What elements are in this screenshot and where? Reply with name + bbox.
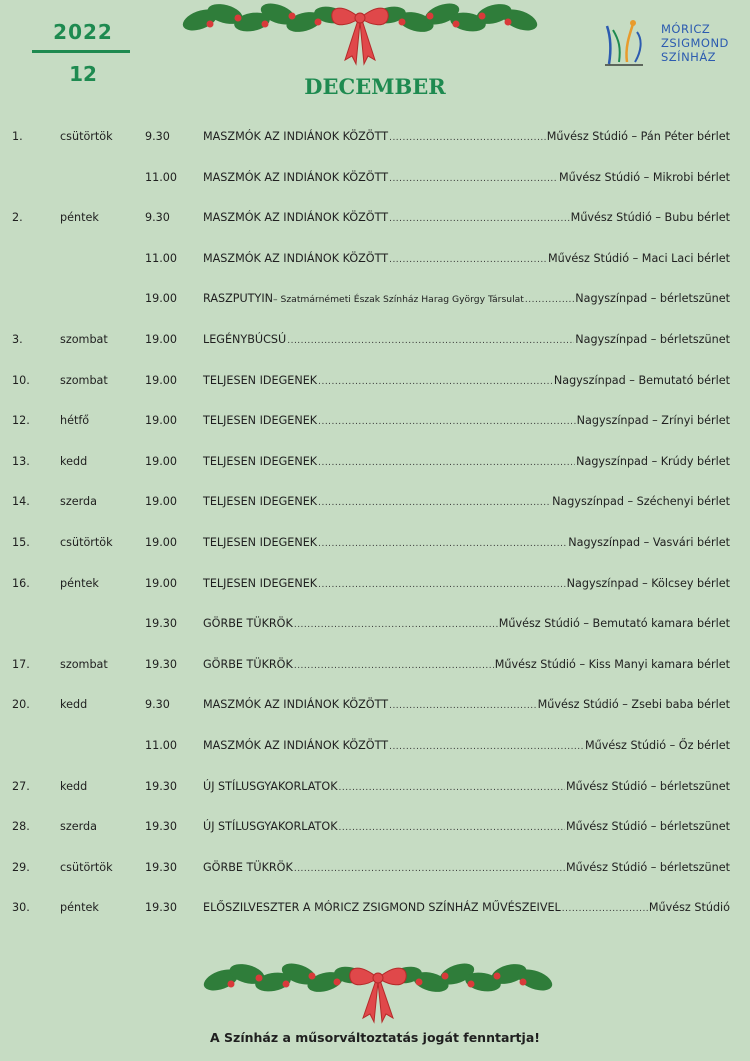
schedule-weekday: csütörtök [60,860,113,874]
theatre-logo [603,18,743,68]
schedule-time: 9.30 [145,130,170,143]
schedule-entry [203,776,730,799]
schedule-company: – Szatmárnémeti Észak Színház Harag György Társulat [273,294,524,306]
header-divider [32,50,130,53]
schedule-time: 19.00 [145,332,178,346]
dot-leader [389,736,584,758]
schedule-title: TELJESEN IDEGENEK [203,454,318,468]
schedule-venue: Művész Stúdió – Pán Péter bérlet [546,130,730,143]
dot-leader [287,330,574,352]
dot-leader [339,777,566,799]
schedule-time: 19.00 [145,292,178,306]
schedule-row [0,248,750,289]
schedule-weekday: csütörtök [60,535,113,549]
schedule-time: 9.30 [145,211,170,225]
schedule-entry [203,735,730,758]
schedule-day: 16. [12,576,30,590]
schedule-row [0,167,750,208]
schedule-venue: Művész Stúdió – Kiss Manyi kamara bérlet [494,657,730,671]
theatre-logo-icon [603,18,653,68]
schedule-row [0,532,750,573]
schedule-time: 19.30 [145,617,178,631]
schedule-time: 19.00 [145,454,178,468]
schedule-title: TELJESEN IDEGENEK [203,576,318,590]
schedule-row [0,694,750,735]
schedule-weekday: péntek [60,211,99,225]
schedule-row [0,613,750,654]
schedule-day: 15. [12,535,30,549]
schedule-row [0,491,750,532]
schedule-weekday: hétfő [60,414,90,428]
dot-leader [318,533,567,555]
schedule-venue: Művész Stúdió – Bemutató kamara bérlet [498,617,730,631]
schedule-entry [203,654,730,677]
schedule-row [0,288,750,329]
schedule-title: MASZMÓK AZ INDIÁNOK KÖZÖTT [203,211,389,225]
schedule-venue: Nagyszínpad – bérletszünet [575,332,730,346]
schedule-venue: Nagyszínpad – Kölcsey bérlet [566,576,730,590]
schedule-row [0,857,750,898]
dot-leader [525,289,574,311]
schedule-time: 19.30 [145,901,178,915]
schedule-day: 27. [12,779,30,793]
year-label: 2022 [53,20,113,44]
schedule-venue: Nagyszínpad – Széchenyi bérlet [552,495,730,509]
schedule-title: TELJESEN IDEGENEK [203,373,318,387]
schedule-row [0,370,750,411]
schedule-day: 29. [12,860,30,874]
schedule-entry [203,532,730,555]
dot-leader [318,492,551,514]
schedule-venue: Művész Stúdió – Bubu bérlet [570,211,730,225]
dot-leader [389,208,570,230]
schedule-title: ELŐSZILVESZTER A MÓRICZ ZSIGMOND SZÍNHÁZ MŰVÉSZEIVEL [203,901,561,915]
schedule-weekday: szerda [60,495,97,509]
schedule-title: LEGÉNYBÚCSÚ [203,332,287,346]
schedule-weekday: kedd [60,698,88,712]
schedule-title: RASZPUTYIN [203,292,274,306]
schedule-entry [203,329,730,352]
schedule-row [0,816,750,857]
schedule-venue: Nagyszínpad – Krúdy bérlet [576,454,730,468]
logo-line-3: SZÍNHÁZ [661,50,717,64]
schedule-title: ÚJ STÍLUSGYAKORLATOK [203,820,338,834]
schedule-venue: Művész Stúdió – Zsebi baba bérlet [537,698,730,712]
schedule-entry [203,451,730,474]
schedule-venue: Művész Stúdió – bérletszünet [566,779,730,793]
schedule-time: 11.00 [145,170,178,184]
schedule-day: 1. [12,130,23,143]
schedule-title: TELJESEN IDEGENEK [203,535,318,549]
schedule-title: MASZMÓK AZ INDIÁNOK KÖZÖTT [203,251,389,265]
schedule-row [0,207,750,248]
schedule-entry [203,857,730,880]
schedule-weekday: péntek [60,901,99,915]
schedule-list [0,126,750,938]
schedule-title: GÖRBE TÜKRÖK [203,860,293,874]
schedule-venue: Nagyszínpad – Vasvári bérlet [568,535,730,549]
schedule-venue: Művész Stúdió – Maci Laci bérlet [547,251,730,265]
schedule-entry [203,126,730,149]
schedule-title: GÖRBE TÜKRÖK [203,617,293,631]
logo-line-1: MÓRICZ [661,22,711,36]
schedule-day: 30. [12,901,30,915]
schedule-weekday: péntek [60,576,99,590]
schedule-day: 20. [12,698,30,712]
logo-line-2: ZSIGMOND [661,36,729,50]
schedule-venue: Nagyszínpad – Bemutató bérlet [553,373,730,387]
schedule-day: 17. [12,657,30,671]
month-title: DECEMBER [304,74,446,99]
schedule-entry [203,288,730,311]
schedule-entry [203,207,730,230]
schedule-title: TELJESEN IDEGENEK [203,495,318,509]
month-number: 12 [69,62,97,86]
dot-leader [318,452,575,474]
dot-leader [294,655,494,677]
schedule-entry [203,897,730,920]
schedule-day: 10. [12,373,30,387]
dot-leader [318,371,553,393]
schedule-title: MASZMÓK AZ INDIÁNOK KÖZÖTT [203,170,389,184]
schedule-row [0,126,750,167]
schedule-row [0,776,750,817]
schedule-row [0,654,750,695]
schedule-row [0,410,750,451]
dot-leader [389,695,537,717]
schedule-time: 19.00 [145,535,178,549]
schedule-day: 28. [12,820,30,834]
dot-leader [562,898,648,920]
schedule-row [0,897,750,938]
schedule-entry [203,816,730,839]
schedule-title: MASZMÓK AZ INDIÁNOK KÖZÖTT [203,738,389,752]
schedule-time: 19.30 [145,779,178,793]
dot-leader [339,817,566,839]
schedule-day: 2. [12,211,23,225]
schedule-entry [203,613,730,636]
schedule-title: GÖRBE TÜKRÖK [203,657,293,671]
schedule-entry [203,370,730,393]
schedule-weekday: szerda [60,820,97,834]
footer-note: A Színház a műsorváltoztatás jogát fenntartja! [210,1030,540,1045]
dot-leader [318,411,576,433]
schedule-day: 12. [12,414,30,428]
dot-leader [318,574,566,596]
schedule-entry [203,410,730,433]
schedule-venue: Művész Stúdió – Őz bérlet [584,738,730,752]
schedule-time: 11.00 [145,738,178,752]
schedule-time: 19.30 [145,860,178,874]
dot-leader [389,249,547,271]
schedule-time: 19.00 [145,495,178,509]
schedule-venue: Művész Stúdió – bérletszünet [566,820,730,834]
schedule-row [0,735,750,776]
schedule-row [0,573,750,614]
schedule-venue: Nagyszínpad – Zrínyi bérlet [576,414,730,428]
schedule-title: TELJESEN IDEGENEK [203,414,318,428]
dot-leader [294,858,565,880]
schedule-entry [203,694,730,717]
schedule-entry [203,167,730,190]
schedule-time: 19.30 [145,820,178,834]
schedule-weekday: szombat [60,373,108,387]
garland-top-decoration [180,0,540,70]
schedule-weekday: szombat [60,332,108,346]
schedule-venue: Nagyszínpad – bérletszünet [575,292,730,306]
schedule-weekday: kedd [60,454,88,468]
schedule-time: 9.30 [145,698,170,712]
schedule-time: 11.00 [145,251,178,265]
schedule-day: 13. [12,454,30,468]
schedule-venue: Művész Stúdió – Mikrobi bérlet [558,170,730,184]
schedule-time: 19.00 [145,576,178,590]
schedule-entry [203,491,730,514]
schedule-day: 3. [12,332,23,346]
schedule-title: MASZMÓK AZ INDIÁNOK KÖZÖTT [203,130,389,143]
schedule-entry [203,248,730,271]
schedule-weekday: csütörtök [60,130,113,143]
dot-leader [294,614,498,636]
schedule-time: 19.00 [145,373,178,387]
schedule-day: 14. [12,495,30,509]
schedule-row [0,451,750,492]
schedule-time: 19.30 [145,657,178,671]
schedule-weekday: szombat [60,657,108,671]
schedule-weekday: kedd [60,779,88,793]
schedule-title: MASZMÓK AZ INDIÁNOK KÖZÖTT [203,698,389,712]
dot-leader [389,127,546,149]
schedule-row [0,329,750,370]
schedule-title: ÚJ STÍLUSGYAKORLATOK [203,779,338,793]
schedule-time: 19.00 [145,414,178,428]
garland-bottom-decoration [203,958,553,1026]
schedule-venue: Művész Stúdió [648,901,730,915]
schedule-venue: Művész Stúdió – bérletszünet [566,860,730,874]
schedule-entry [203,573,730,596]
dot-leader [389,168,558,190]
